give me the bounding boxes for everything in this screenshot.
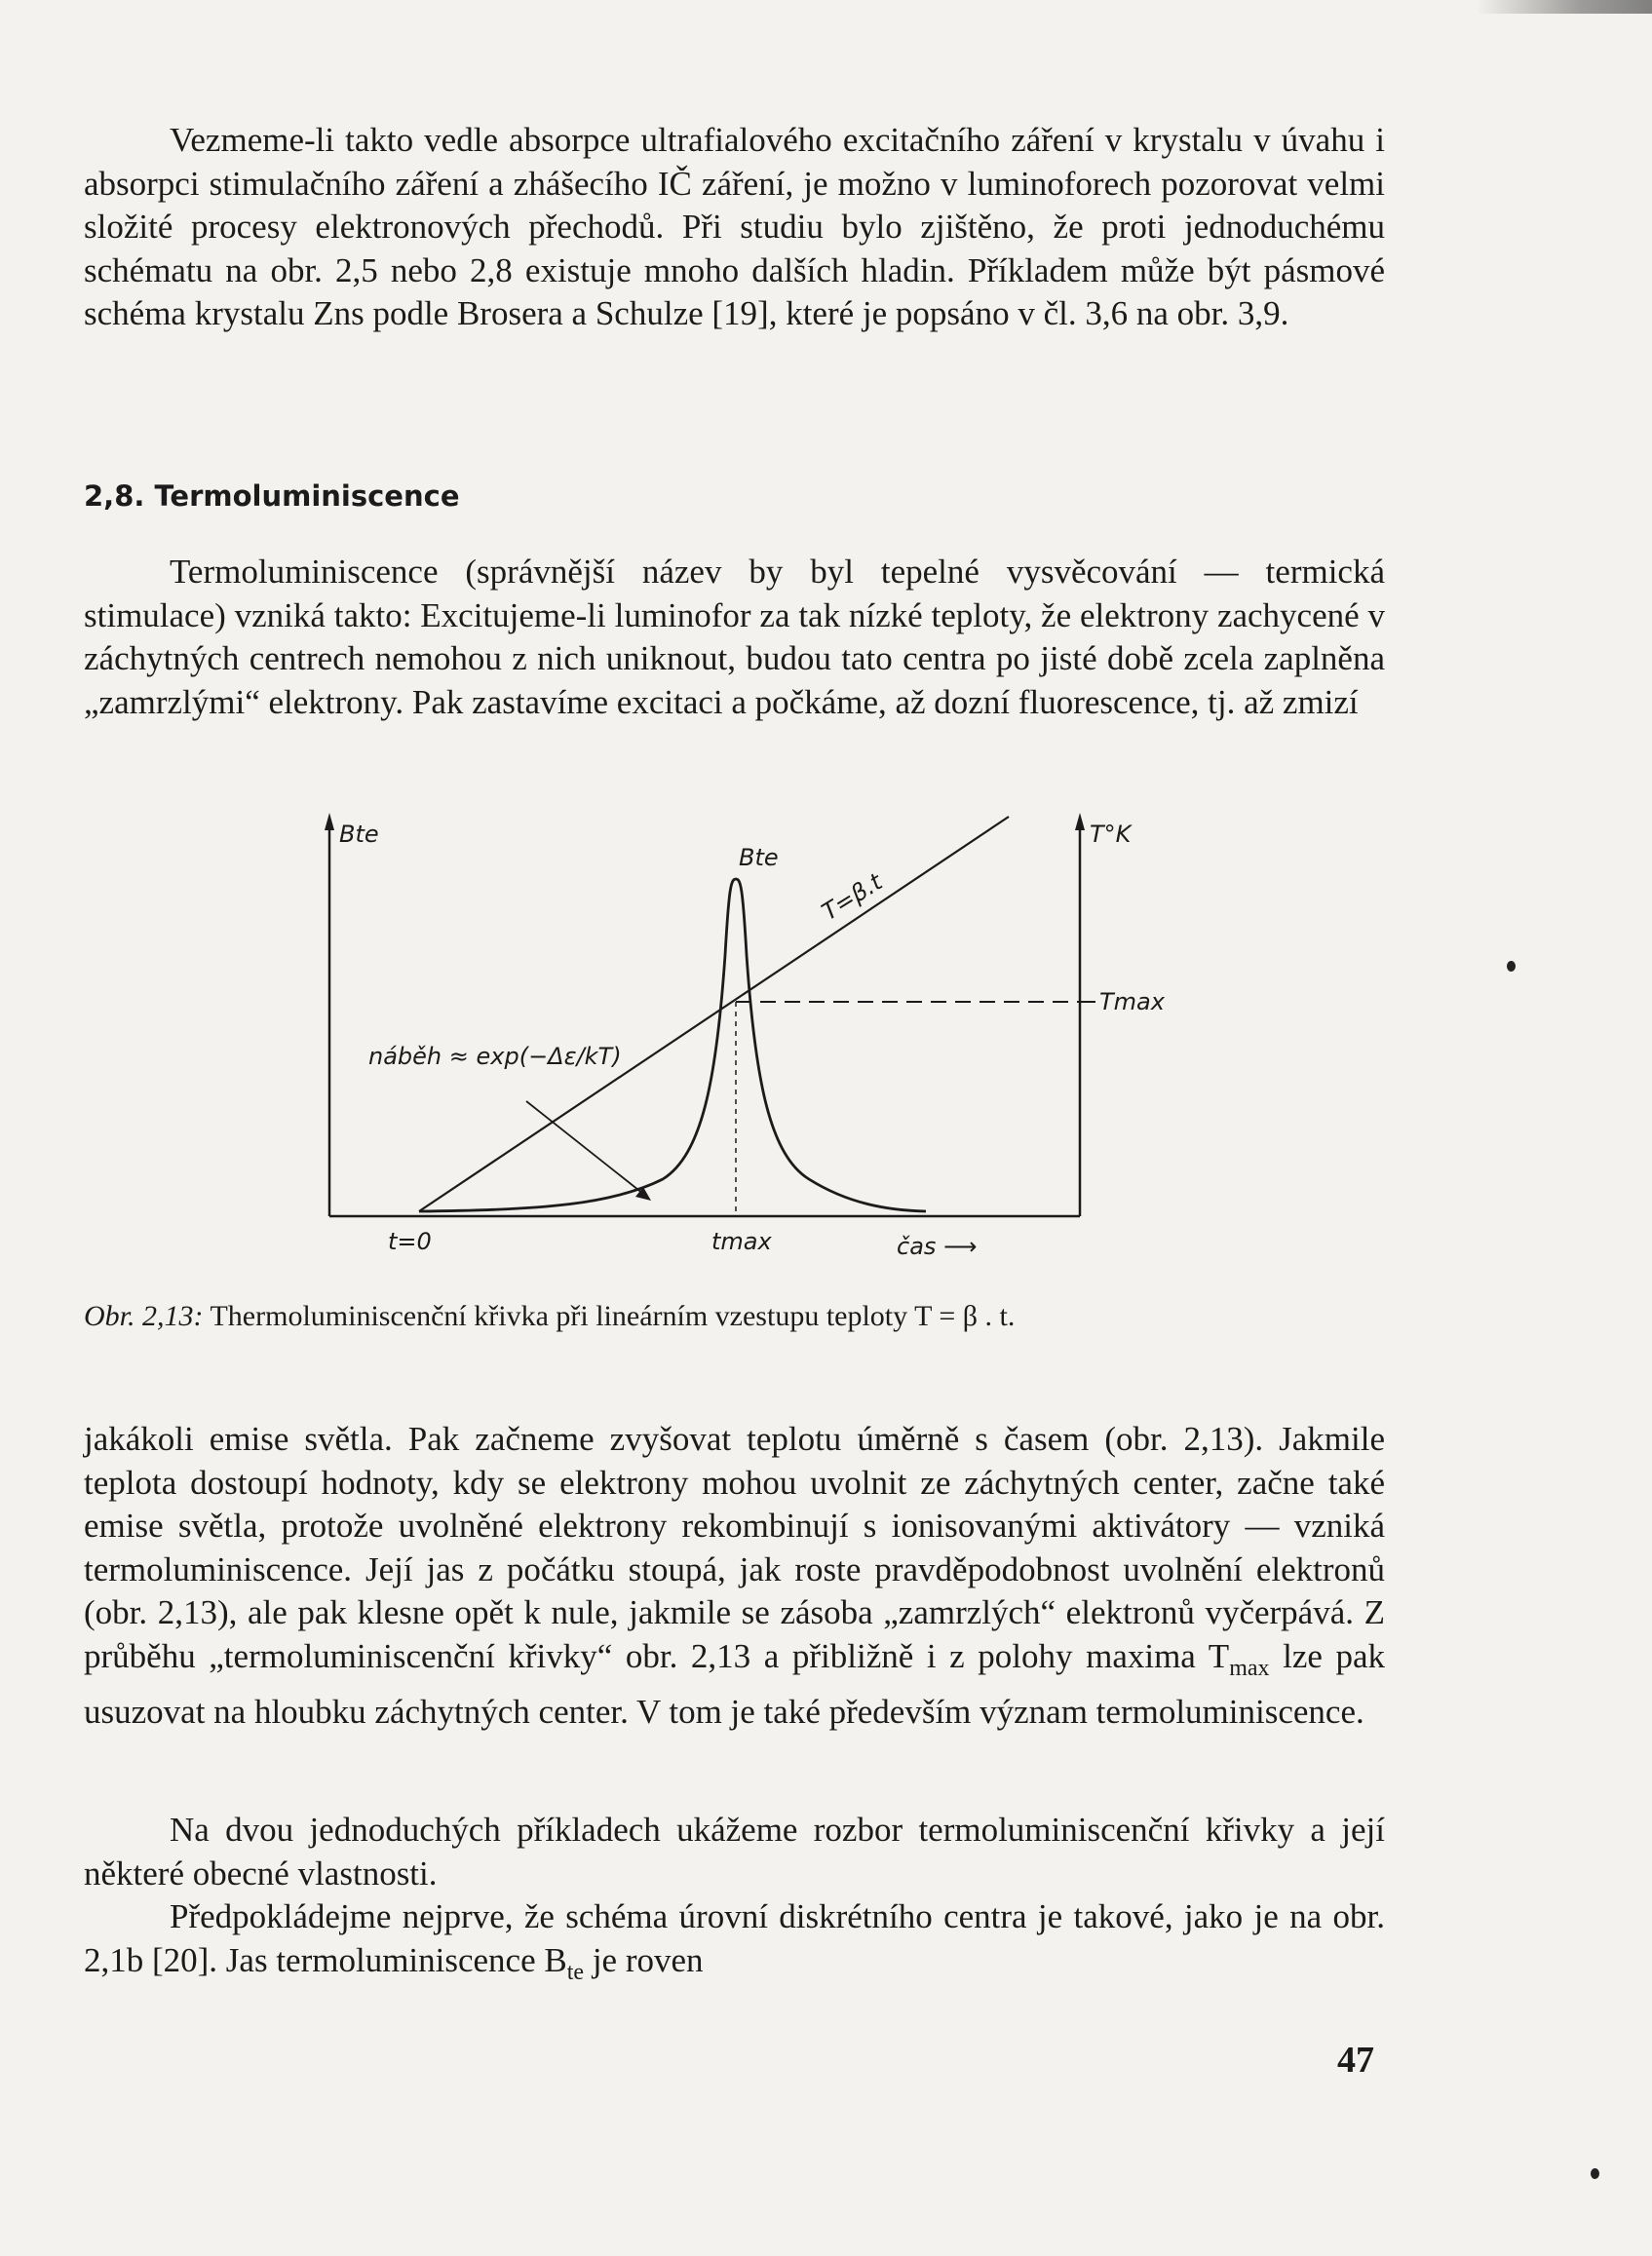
- tmax-subscript: max: [1229, 1655, 1270, 1681]
- paragraph-intro: Vezmeme-li takto vedle absorpce ultrafialového excitačního záření v krystalu v úvahu i absorpci stimulačního záření a zhášecího IČ záření, je možno v luminoforech pozorovat velmi složité procesy elektronových přechodů. Při studiu bylo zjištěno, že proti jednoduchému schématu na obr. 2,5 nebo 2,8 existuje mnoho dalších hladin. Příkladem může být pásmové schéma krystalu Zns podle Brosera a Schulze [19], které je popsáno v čl. 3,6 na obr. 3,9.: [84, 121, 1385, 333]
- paragraph-termoluminiscence-definition: Termoluminiscence (správnější název by byl tepelné vysvěcování — termická stimulace) vzniká takto: Excitujeme-li luminofor za tak nízké teploty, že elektrony zachycené v záchytných centrech nemohou z nich uniknout, budou tato centra po jisté době zcela zaplněna „zamrzlými“ elektrony. Pak zastavíme excitaci a počkáme, až dozní fluorescence, tj. až zmizí: [84, 553, 1385, 721]
- paragraph-assumption: [84, 1895, 1385, 1994]
- onset-pointer: [526, 1101, 643, 1194]
- paragraph-assumption-part2: je roven: [584, 1940, 704, 1979]
- caption-prefix: Obr. 2,13:: [84, 1300, 204, 1332]
- thermoluminescence-figure: [292, 809, 1170, 1286]
- label-onset: náběh ≈ exp(−Δε/kT): [368, 1043, 622, 1070]
- scan-edge-shadow: [1477, 0, 1652, 14]
- label-temperature-line: T=β.t: [817, 867, 888, 927]
- paragraph-emission-part2: lze pak usuzovat na hloubku záchytných center. V tom je také především význam termoluminiscence.: [84, 1636, 1386, 1731]
- bte-subscript: te: [566, 1959, 585, 1985]
- scan-speck: [1507, 961, 1516, 972]
- paragraph-examples: Na dvou jednoduchých příkladech ukážeme rozbor termoluminiscenční křivky a její některé obecné vlastnosti.: [84, 1811, 1385, 1893]
- label-right-axis: T°K: [1090, 821, 1132, 848]
- caption-text: Thermoluminiscenční křivka při lineárním vzestupu teploty T = β . t.: [210, 1300, 1016, 1332]
- section-heading: 2,8. Termoluminiscence: [84, 479, 460, 513]
- figure-caption: [84, 1300, 1385, 1333]
- paragraph-assumption-part1: Předpokládejme nejprve, že schéma úrovní diskrétního centra je takové, jako je na obr. 2,1b [20]. Jas termoluminiscence B: [84, 1897, 1385, 1979]
- label-tmax-axis: tmax: [711, 1228, 772, 1255]
- scan-speck: [1591, 2168, 1599, 2179]
- label-time-origin: t=0: [388, 1228, 432, 1255]
- left-y-axis-arrow: [325, 813, 334, 830]
- right-y-axis-arrow: [1075, 813, 1085, 830]
- label-peak: Bte: [739, 844, 779, 871]
- label-left-axis: Bte: [339, 821, 379, 848]
- page-number: 47: [1337, 2040, 1374, 2081]
- label-time-axis: čas ⟶: [897, 1233, 978, 1260]
- paragraph-emission: [84, 1418, 1385, 1734]
- paragraph-emission-part1: jakákoli emise světla. Pak začneme zvyšovat teplotu úměrně s časem (obr. 2,13). Jakmile teplota dostoupí hodnoty, kdy se elektrony mohou uvolnit ze záchytných center, začne také emise světla, protože uvolněné elektrony rekombinují s ionisovanými aktivátory — vzniká termoluminiscence. Její jas z počátku stoupá, jak roste pravděpodobnost uvolnění elektronů (obr. 2,13), ale pak klesne opět k nule, jakmile se zásoba „zamrzlých“ elektronů vyčerpává. Z průběhu „termoluminiscenční křivky“ obr. 2,13 a přibližně i z polohy maxima T: [84, 1420, 1385, 1675]
- temperature-line: [419, 817, 1009, 1211]
- label-tmax-right: Tmax: [1099, 988, 1165, 1015]
